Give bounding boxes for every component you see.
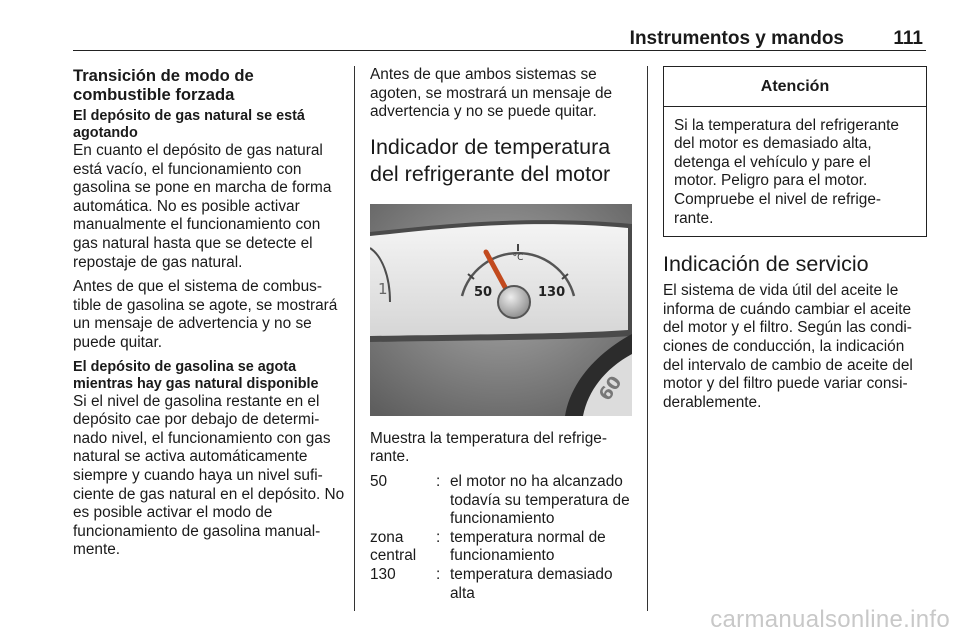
gauge-hub — [498, 286, 530, 318]
gauge-label-50: 50 — [474, 284, 493, 300]
definition-text: temperatura demasiado alta — [450, 565, 613, 602]
column-divider-2 — [647, 66, 648, 611]
column-2 — [370, 66, 632, 603]
definition-text: temperatura normal de funcionamiento — [450, 528, 606, 565]
paragraph: En cuanto el depósito de gas natural está vacío, el funcionamiento con gasolina se pone en marcha de forma automática. No es posible activar manualmente el funcionamiento con gas natural hasta que se detecte el repostaje de gas natural. — [73, 142, 332, 271]
definition-row — [370, 566, 632, 603]
definition-term: zona central — [370, 528, 417, 565]
section-heading-service: Indicación de servicio — [663, 252, 869, 277]
section-heading-coolant: Indicador de temperatura del refrigerante del motor — [370, 134, 611, 186]
paragraph: Antes de que ambos sistemas se agoten, se mostrará un mensaje de advertencia y no se puede quitar. — [370, 66, 613, 121]
column-1 — [73, 66, 345, 566]
definition-colon: : — [436, 472, 441, 490]
gauge-label-130: 130 — [538, 284, 566, 300]
definition-term: 50 — [370, 472, 388, 490]
paragraph: El sistema de vida útil del aceite le informa de cuándo cambiar el aceite del motor y el filtro. Según las condi-ciones de conducción, la indicación del intervalo de cambio de aceite del motor y del filtro puede variar consi-derablemente. — [663, 282, 913, 411]
coolant-gauge-photo — [370, 204, 632, 416]
page-header — [73, 28, 926, 51]
definition-row — [370, 473, 632, 529]
subheading-petrol-empty: El depósito de gasolina se agota mientras hay gas natural disponible — [73, 358, 319, 392]
watermark: carmanualsonline.info — [710, 606, 950, 633]
definition-text: el motor no ha alcanzado todavía su temperatura de funcionamiento — [450, 472, 630, 528]
definition-term: 130 — [370, 565, 396, 583]
paragraph: Antes de que el sistema de combus-tible de gasolina se agote, se mostrará un mensaje de advertencia y no se puede quitar. — [73, 278, 338, 351]
attention-box — [663, 66, 927, 237]
paragraph: Muestra la temperatura del refrige-rante. — [370, 429, 607, 466]
speedo-label: 60 — [594, 372, 627, 405]
next-gauge-label: 1 — [378, 279, 388, 298]
attention-body: Si la temperatura del refrigerante del motor es demasiado alta, detenga el vehículo y pare el motor. Peligro para el motor. Compruebe el nivel de refrige-rante. — [674, 116, 899, 227]
definition-colon: : — [436, 565, 441, 583]
attention-title: Atención — [664, 67, 926, 107]
header-title: Instrumentos y mandos — [629, 28, 844, 49]
definition-colon: : — [436, 528, 441, 546]
definition-list — [370, 473, 632, 603]
column-divider-1 — [354, 66, 355, 611]
definition-row — [370, 529, 632, 566]
paragraph: Si el nivel de gasolina restante en el depósito cae por debajo de determi-nado nivel, el funcionamiento con gas natural se activa automáticamente siempre y cuando haya un nivel sufi-ciente de gas natural en el depósito. No es posible activar el modo de funcionamiento de gasolina manual-mente. — [73, 392, 345, 559]
column-3 — [663, 66, 927, 418]
subheading-gas-empty: El depósito de gas natural se está agotando — [73, 108, 305, 141]
section-heading-fuel-mode: Transición de modo de combustible forzada — [73, 66, 254, 104]
page-number: 111 — [893, 28, 923, 49]
unit-label: °C — [512, 252, 524, 263]
